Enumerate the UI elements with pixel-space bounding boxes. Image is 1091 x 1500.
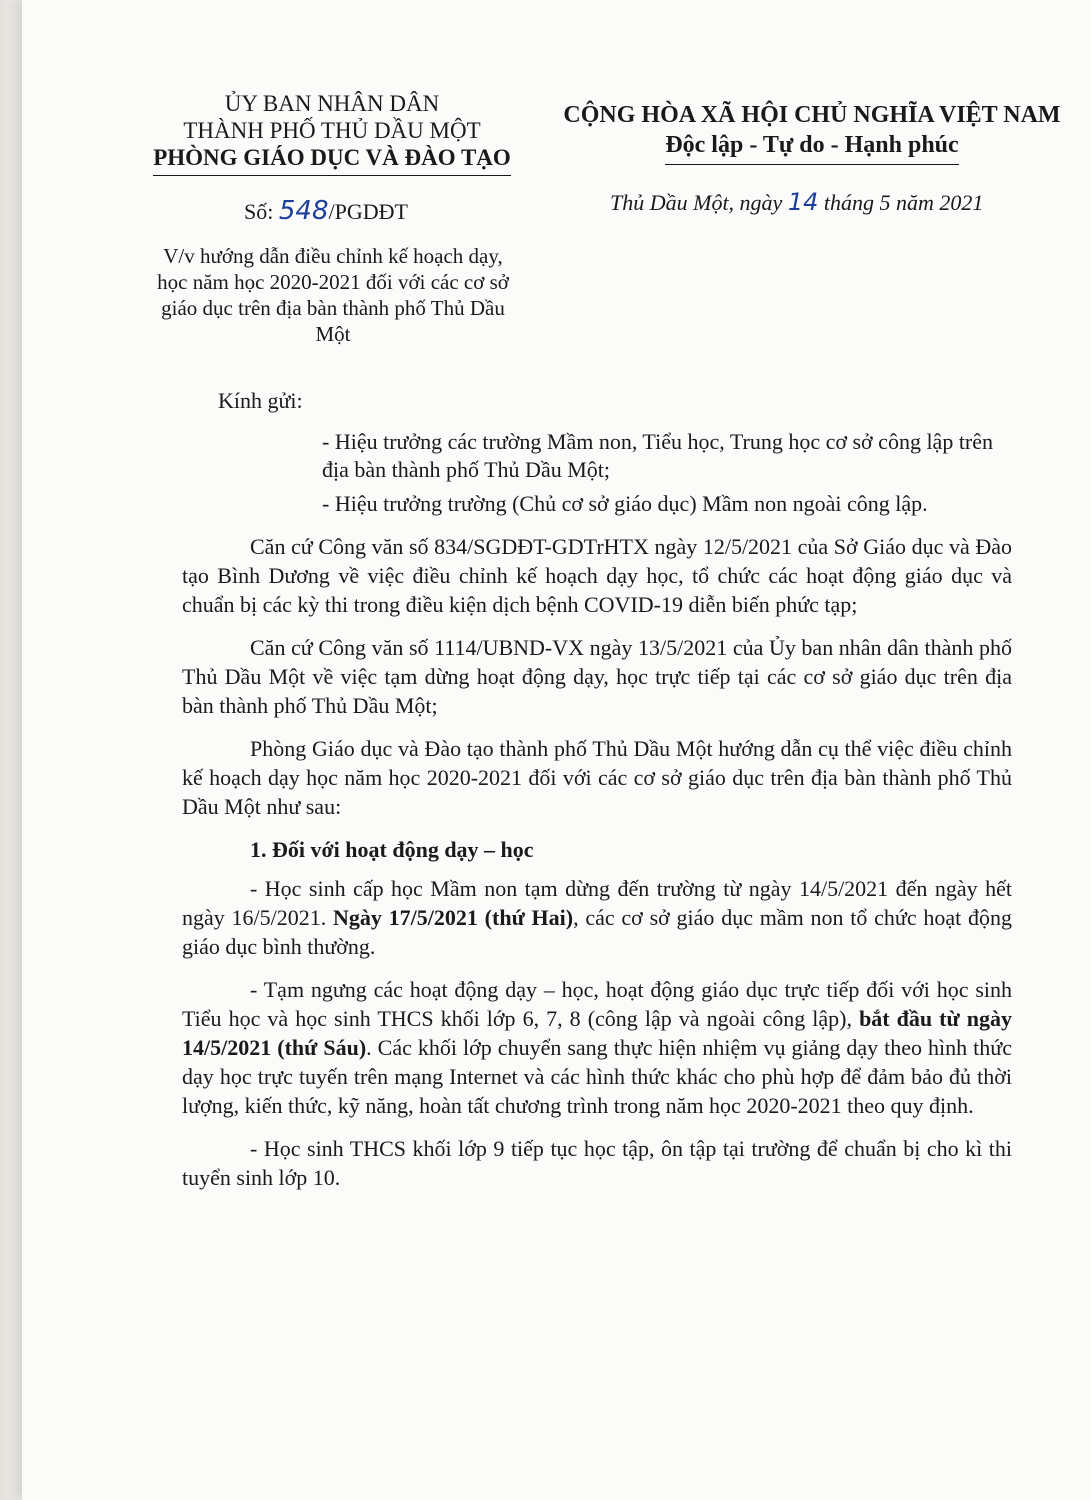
authority-department: PHÒNG GIÁO DỤC VÀ ĐÀO TẠO: [153, 144, 511, 176]
paragraph-preschool: [182, 874, 1012, 961]
issuing-authority: [132, 90, 532, 176]
scan-page-edge: [0, 0, 22, 1500]
primary-text-a: - Tạm ngưng các hoạt động dạy – học, hoạt động giáo dục trực tiếp đối với học sinh Tiểu học và học sinh THCS khối lớp 6, 7, 8 (công lập và ngoài công lập),: [182, 977, 1012, 1031]
paragraph-guidance: Phòng Giáo dục và Đào tạo thành phố Thủ Dầu Một hướng dẫn cụ thể việc điều chỉnh kế hoạch dạy học năm học 2020-2021 đối với các cơ sở giáo dục trên địa bàn thành phố Thủ Dầu Một như sau:: [182, 736, 1012, 819]
primary-text-c: . Các khối lớp chuyển sang thực hiện nhiệm vụ giảng dạy theo hình thức dạy học trực tuyến trên mạng Internet và các hình thức khác cho phù hợp để đảm bảo đủ thời lượng, kiến thức, kỹ năng, hoàn tất chương trình trong năm học 2020-2021 theo quy định.: [182, 1035, 1012, 1118]
doc-number-suffix: /PGDĐT: [328, 199, 408, 224]
greeting: Kính gửi:: [218, 388, 303, 413]
authority-line-1: ỦY BAN NHÂN DÂN: [224, 91, 440, 116]
document-subject: V/v hướng dẫn điều chỉnh kế hoạch dạy, học năm học 2020-2021 đối với các cơ sở giáo dục trên địa bàn thành phố Thủ Dầu Một: [157, 244, 509, 346]
document-page: [22, 0, 1091, 1500]
date-prefix: Thủ Dầu Một, ngày: [610, 190, 783, 215]
preschool-text-a: - Học sinh cấp học Mầm non tạm dừng đến trường từ ngày 14/5/2021 đến ngày hết ngày 16/5/2021.: [182, 876, 1012, 930]
preschool-text-c: , các cơ sở giáo dục mầm non tổ chức hoạt động giáo dục bình thường.: [182, 905, 1012, 959]
date-day-handwritten: 14: [787, 188, 819, 216]
preschool-text-bold: Ngày 17/5/2021 (thứ Hai): [333, 905, 574, 930]
document-date: [610, 188, 983, 216]
recipient-item: - Hiệu trưởng các trường Mầm non, Tiểu học, Trung học cơ sở công lập trên địa bàn thành phố Thủ Dầu Một;: [322, 429, 994, 482]
document-number: [244, 196, 408, 226]
date-suffix: tháng 5 năm 2021: [823, 190, 984, 215]
recipients-list: [322, 428, 1022, 524]
document-body: [182, 532, 1012, 1206]
recipient-item: - Hiệu trưởng trường (Chủ cơ sở giáo dục) Mầm non ngoài công lập.: [322, 491, 928, 516]
paragraph-basis-1: Căn cứ Công văn số 834/SGDĐT-GDTrHTX ngày 12/5/2021 của Sở Giáo dục và Đào tạo Bình Dương về việc điều chỉnh kế hoạch dạy học, tổ chức các hoạt động giáo dục và chuẩn bị các kỳ thi trong điều kiện dịch bệnh COVID-19 diễn biến phức tạp;: [182, 534, 1012, 617]
national-title: CỘNG HÒA XÃ HỘI CHỦ NGHĨA VIỆT NAM: [563, 102, 1061, 128]
doc-number-prefix: Số:: [244, 199, 274, 224]
section-1-title: 1. Đối với hoạt động dạy – học: [250, 837, 534, 862]
national-motto: Độc lập - Tự do - Hạnh phúc: [665, 130, 958, 165]
national-header: [542, 100, 1082, 165]
doc-number-handwritten: 548: [278, 196, 329, 226]
primary-text-bold: bắt đầu từ ngày 14/5/2021 (thứ Sáu): [182, 1006, 1012, 1060]
paragraph-primary-secondary: [182, 975, 1012, 1120]
paragraph-grade-9: - Học sinh THCS khối lớp 9 tiếp tục học tập, ôn tập tại trường để chuẩn bị cho kì thi tuyển sinh lớp 10.: [182, 1136, 1012, 1190]
authority-line-2: THÀNH PHỐ THỦ DẦU MỘT: [183, 118, 481, 143]
paragraph-basis-2: Căn cứ Công văn số 1114/UBND-VX ngày 13/5/2021 của Ủy ban nhân dân thành phố Thủ Dầu Một về việc tạm dừng hoạt động dạy, học trực tiếp tại các cơ sở giáo dục trên địa bàn thành phố Thủ Dầu Một;: [182, 635, 1012, 718]
